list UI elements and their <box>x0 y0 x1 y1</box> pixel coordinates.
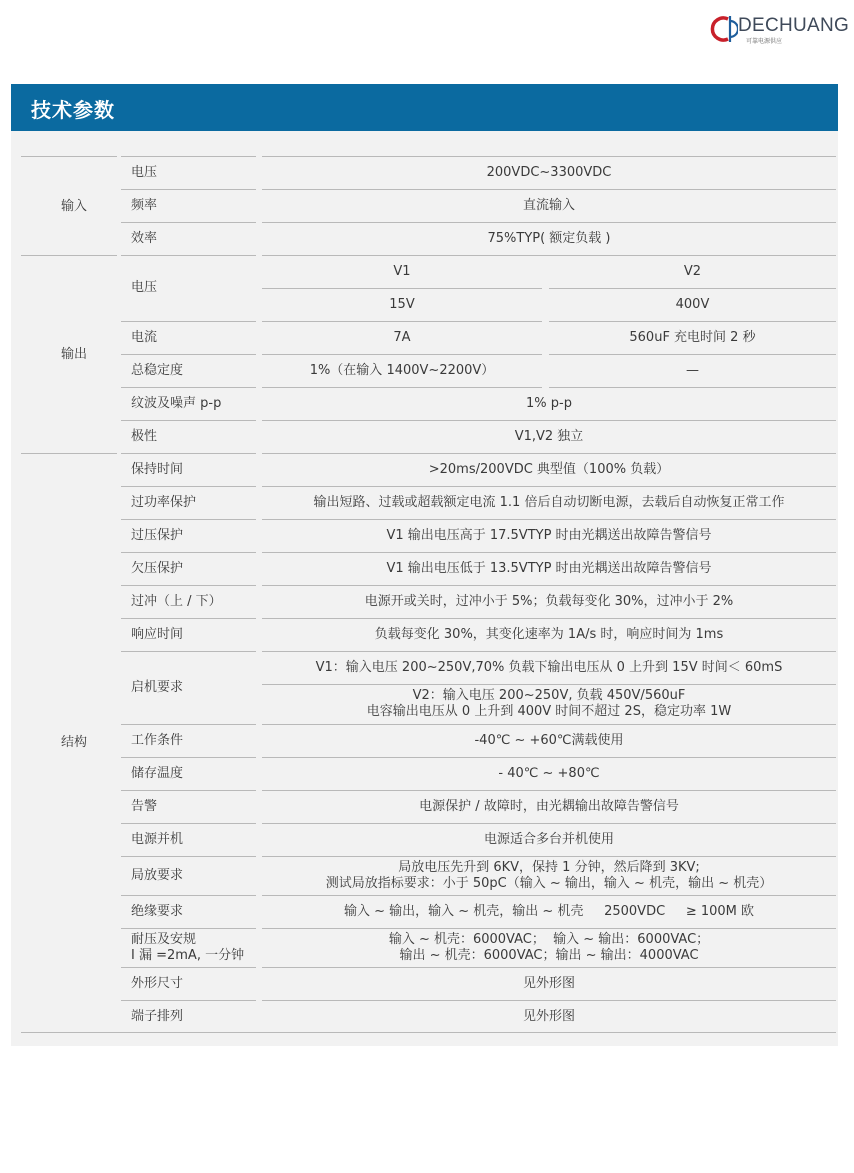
input-efficiency-label: 效率 <box>131 231 158 246</box>
label-rule <box>121 420 256 421</box>
startup-label: 启机要求 <box>131 680 184 695</box>
parallel-label: 电源并机 <box>131 832 184 847</box>
value-rule <box>262 354 542 355</box>
partial-discharge-line1: 局放电压先升到 6KV，保持 1 分钟，然后降到 3KV; <box>398 860 700 875</box>
label-rule <box>121 189 256 190</box>
label-rule <box>121 724 256 725</box>
withstand-label-line1: 耐压及安规 <box>131 932 197 947</box>
output-voltage-v1: 15V <box>389 297 415 312</box>
value-rule <box>262 453 836 454</box>
value-rule <box>262 585 836 586</box>
output-polarity-value: V1,V2 独立 <box>514 429 584 444</box>
label-rule <box>121 651 256 652</box>
output-stability-v2: — <box>686 363 699 378</box>
value-rule <box>262 321 542 322</box>
value-rule <box>549 288 836 289</box>
value-rule <box>262 1000 836 1001</box>
label-rule <box>121 321 256 322</box>
overpower-label: 过功率保护 <box>131 495 197 510</box>
output-current-label: 电流 <box>131 330 158 345</box>
value-rule <box>262 757 836 758</box>
partial-discharge-line2: 测试局放指标要求：小于 50pC（输入 ~ 输出，输入 ~ 机壳，输出 ~ 机壳） <box>325 876 773 891</box>
label-rule <box>121 967 256 968</box>
alarm-value: 电源保护 / 故障时，由光耦输出故障告警信号 <box>419 799 679 814</box>
label-rule <box>121 618 256 619</box>
group-output-label: 输出 <box>60 347 87 362</box>
label-rule <box>121 856 256 857</box>
overpower-value: 输出短路、过载或超载额定电流 1.1 倍后自动切断电源，去载后自动恢复正常工作 <box>313 495 785 510</box>
value-rule <box>549 321 836 322</box>
dimensions-value: 见外形图 <box>522 976 575 991</box>
label-rule <box>121 255 256 256</box>
value-rule <box>549 387 836 388</box>
output-v2-header: V2 <box>683 264 702 279</box>
dechuang-logo-mark-icon <box>706 12 738 46</box>
label-rule <box>121 354 256 355</box>
overshoot-label: 过冲（上 / 下） <box>131 594 222 609</box>
value-rule <box>262 967 836 968</box>
value-rule <box>262 255 836 256</box>
output-voltage-label: 电压 <box>131 280 158 295</box>
label-rule <box>121 790 256 791</box>
output-ripple-value: 1% p-p <box>526 396 572 411</box>
value-rule <box>549 354 836 355</box>
response-time-value: 负载每变化 30%，其变化速率为 1A/s 时，响应时间为 1ms <box>374 627 724 642</box>
label-rule <box>121 552 256 553</box>
value-rule <box>262 486 836 487</box>
value-rule <box>262 684 836 685</box>
undervoltage-value: V1 输出电压低于 13.5VTYP 时由光耦送出故障告警信号 <box>386 561 712 576</box>
value-rule <box>262 387 542 388</box>
overvoltage-label: 过压保护 <box>131 528 184 543</box>
overshoot-value: 电源开或关时，过冲小于 5%；负载每变化 30%，过冲小于 2% <box>364 594 734 609</box>
value-rule <box>262 156 836 157</box>
label-rule <box>121 757 256 758</box>
input-voltage-value: 200VDC~3300VDC <box>486 165 612 180</box>
label-rule <box>121 156 256 157</box>
value-rule <box>262 189 836 190</box>
label-rule <box>121 222 256 223</box>
insulation-value: 输入 ~ 输出，输入 ~ 机壳，输出 ~ 机壳 2500VDC ≥ 100M 欧 <box>343 904 755 919</box>
partial-discharge-label: 局放要求 <box>131 868 184 883</box>
input-efficiency-value: 75%TYP( 额定负载 ) <box>487 231 611 246</box>
group-rule <box>21 255 117 256</box>
working-condition-value: -40℃ ~ +60℃满载使用 <box>474 733 624 748</box>
dimensions-label: 外形尺寸 <box>131 976 184 991</box>
value-rule <box>262 724 836 725</box>
label-rule <box>121 895 256 896</box>
label-rule <box>121 486 256 487</box>
output-stability-v1: 1%（在输入 1400V~2200V） <box>309 363 495 378</box>
label-rule <box>121 823 256 824</box>
output-current-v2: 560uF 充电时间 2 秒 <box>629 330 756 345</box>
value-rule <box>262 856 836 857</box>
alarm-label: 告警 <box>131 799 158 814</box>
output-ripple-label: 纹波及噪声 p-p <box>131 396 222 411</box>
hold-time-label: 保持时间 <box>131 462 184 477</box>
withstand-label-line2: I 漏 =2mA, 一分钟 <box>131 948 245 963</box>
value-rule <box>262 928 836 929</box>
label-rule <box>121 928 256 929</box>
value-rule <box>262 420 836 421</box>
label-rule <box>121 1000 256 1001</box>
group-rule <box>21 453 117 454</box>
output-stability-label: 总稳定度 <box>131 363 184 378</box>
input-frequency-label: 频率 <box>131 198 158 213</box>
value-rule <box>262 618 836 619</box>
label-rule <box>121 387 256 388</box>
value-rule <box>262 552 836 553</box>
withstand-line2: 输出 ~ 机壳：6000VAC；输出 ~ 输出：4000VAC <box>399 948 699 963</box>
input-frequency-value: 直流输入 <box>522 198 575 213</box>
value-rule <box>262 222 836 223</box>
section-title: 技术参数 <box>31 98 115 122</box>
overvoltage-value: V1 输出电压高于 17.5VTYP 时由光耦送出故障告警信号 <box>386 528 712 543</box>
output-voltage-v2: 400V <box>675 297 710 312</box>
value-rule <box>262 823 836 824</box>
parallel-value: 电源适合多台并机使用 <box>483 832 614 847</box>
storage-temp-value: - 40℃ ~ +80℃ <box>498 766 600 781</box>
value-rule <box>262 651 836 652</box>
bottom-rule <box>21 1032 836 1033</box>
response-time-label: 响应时间 <box>131 627 184 642</box>
working-condition-label: 工作条件 <box>131 733 184 748</box>
output-polarity-label: 极性 <box>131 429 158 444</box>
terminals-value: 见外形图 <box>522 1009 575 1024</box>
label-rule <box>121 453 256 454</box>
input-voltage-label: 电压 <box>131 165 158 180</box>
output-current-v1: 7A <box>393 330 411 345</box>
hold-time-value: >20ms/200VDC 典型值（100% 负载） <box>428 462 670 477</box>
undervoltage-label: 欠压保护 <box>131 561 184 576</box>
value-rule <box>262 519 836 520</box>
group-structure-label: 结构 <box>60 735 87 750</box>
value-rule <box>262 790 836 791</box>
brand-subtitle: 可靠电源供应 <box>746 38 783 45</box>
output-v1-header: V1 <box>393 264 411 279</box>
value-rule <box>262 288 542 289</box>
brand-logo <box>706 12 850 46</box>
section-header <box>11 84 838 131</box>
startup-v2-line1: V2：输入电压 200~250V, 负载 450V/560uF <box>412 688 686 703</box>
terminals-label: 端子排列 <box>131 1009 184 1024</box>
startup-v2-line2: 电容输出电压从 0 上升到 400V 时间不超过 2S，稳定功率 1W <box>366 704 732 719</box>
startup-v1-value: V1：输入电压 200~250V,70% 负载下输出电压从 0 上升到 15V 时间＜ 60mS <box>315 660 783 675</box>
label-rule <box>121 519 256 520</box>
insulation-label: 绝缘要求 <box>131 904 184 919</box>
label-rule <box>121 585 256 586</box>
group-rule <box>21 156 117 157</box>
brand-name: DECHUANG <box>738 15 850 36</box>
withstand-line1: 输入 ~ 机壳：6000VAC； 输入 ~ 输出：6000VAC； <box>388 932 710 947</box>
group-input-label: 输入 <box>60 199 87 214</box>
storage-temp-label: 储存温度 <box>131 766 184 781</box>
value-rule <box>262 895 836 896</box>
